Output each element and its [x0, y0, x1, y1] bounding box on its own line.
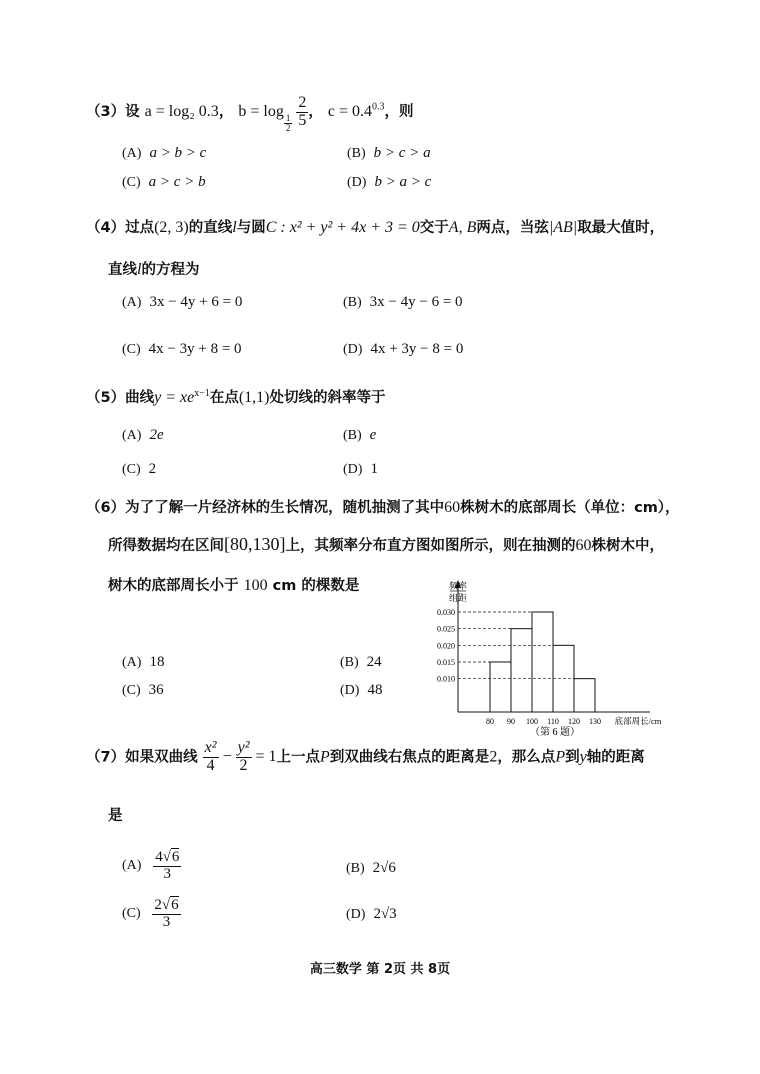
option-a[interactable]: (A) 2e: [122, 427, 164, 443]
y-tick-label: 0.030: [437, 608, 455, 618]
x-tick-label: 110: [547, 717, 559, 726]
frequency-histogram: [420, 572, 680, 744]
option-a[interactable]: (A) $\frac{4√6}{3}$: [122, 849, 180, 882]
option-c[interactable]: (C) a > c > b: [122, 174, 206, 190]
x-tick-label: 80: [486, 717, 494, 726]
option-c[interactable]: (C) $\frac{2√6}{3}$: [122, 897, 179, 930]
histogram-bar-80-90: [490, 662, 511, 712]
y-tick-label: 0.015: [437, 658, 455, 668]
question-4-stem-line2: 直线l的方程为: [108, 261, 200, 278]
option-b[interactable]: (B) b > c > a: [347, 145, 431, 161]
question-6-stem-line3: 树木的底部周长小于 100 cm 的棵数是: [108, 577, 360, 594]
question-6-stem-line2: 所得数据均在区间[80,130]上，其频率分布直方图如图所示，则在抽测的60株树木中，: [108, 534, 664, 554]
page-footer: 高三数学 第 2页 共 8页: [309, 962, 451, 977]
histogram-bar-120-130: [574, 679, 595, 712]
question-number: （6）: [86, 500, 126, 516]
option-d[interactable]: (D) b > a > c: [347, 174, 432, 190]
question-7-stem: （7）如果双曲线 $\frac{\text{x²}}{4}$ − $\frac{\text{y²}}{2}$ = 1上一点P到双曲线右焦点的距离是2，那么点P到y轴的距离: [86, 739, 645, 774]
option-b[interactable]: (B) e: [343, 427, 377, 443]
option-b[interactable]: (B) 2√6: [346, 860, 396, 876]
question-4-stem: （4）过点(2, 3)的直线l与圆C : x² + y² + 4x + 3 = 0交于A, B两点，当弦|AB|取最大值时，: [86, 219, 665, 236]
option-a[interactable]: (A) a > b > c: [122, 145, 207, 161]
histogram-bar-100-110: [532, 612, 553, 712]
option-c[interactable]: (C) 4x − 3y + 8 = 0: [122, 341, 242, 357]
y-axis-label-bottom: 组距: [448, 593, 468, 603]
option-b[interactable]: (B) 24: [340, 654, 382, 670]
y-axis-label-top: 频率: [448, 581, 468, 591]
question-number: （7）: [86, 749, 126, 766]
option-c[interactable]: (C) 2: [122, 461, 157, 477]
y-tick-label: 0.025: [437, 624, 455, 634]
option-a[interactable]: (A) 3x − 4y + 6 = 0: [122, 294, 243, 310]
option-a[interactable]: (A) 18: [122, 654, 165, 670]
question-3-stem: （3）设 a = log₂ 0.3， b = log $_{\frac{1}{2}}$ $\frac{2}{5}$ ， $c = 0.4^{0.3}$，则: [86, 94, 414, 134]
x-tick-label: 120: [568, 717, 580, 726]
question-5-stem: （5）曲线$y = xe^{x-1}$在点(1,1)处切线的斜率等于: [86, 388, 386, 406]
question-6-stem: （6）为了了解一片经济林的生长情况，随机抽测了其中60株树木的底部周长（单位：cm），: [86, 499, 680, 516]
option-b[interactable]: (B) 3x − 4y − 6 = 0: [343, 294, 463, 310]
chart-caption: （第 6 题）: [530, 727, 580, 738]
option-d[interactable]: (D) 1: [343, 461, 378, 477]
option-c[interactable]: (C) 36: [122, 682, 164, 698]
x-tick-label: 90: [507, 717, 515, 726]
question-7-stem-line2: 是: [108, 808, 123, 824]
y-tick-label: 0.010: [437, 674, 455, 684]
histogram-bar-90-100: [511, 629, 532, 712]
option-d[interactable]: (D) 2√3: [346, 906, 397, 922]
question-number: （4）: [86, 220, 126, 236]
question-number: （5）: [86, 390, 126, 406]
option-d[interactable]: (D) 4x + 3y − 8 = 0: [343, 341, 464, 357]
x-tick-label: 100: [526, 717, 538, 726]
x-tick-label: 130: [589, 717, 601, 726]
y-tick-label: 0.020: [437, 641, 455, 651]
question-number: （3）: [86, 103, 126, 120]
x-axis-label: 底部周长/cm: [614, 716, 662, 726]
option-d[interactable]: (D) 48: [340, 682, 383, 698]
